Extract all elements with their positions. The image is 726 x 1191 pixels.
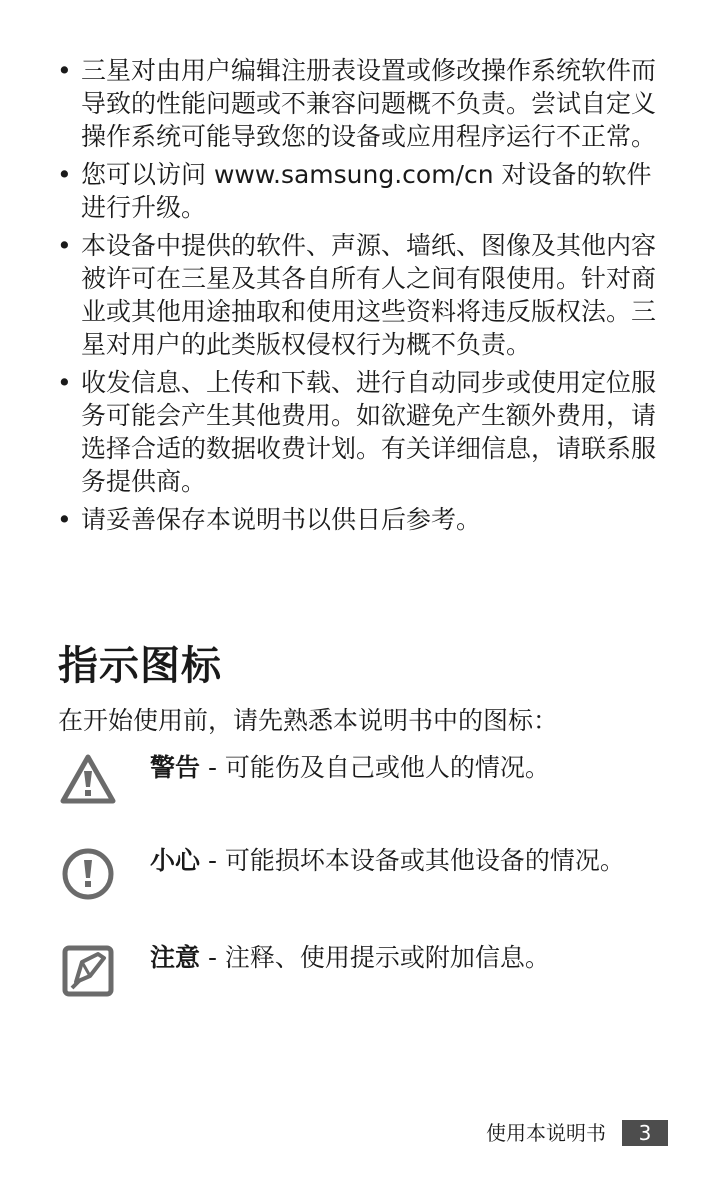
bullet-text: 收发信息、上传和下载、进行自动同步或使用定位服务可能会产生其他费用。如欲避免产生额外费用，请选择合适的数据收费计划。有关详细信息，请联系服务提供商。 [81, 368, 657, 496]
icon-desc: - 可能伤及自己或他人的情况。 [200, 753, 550, 782]
section-intro: 在开始使用前，请先熟悉本说明书中的图标： [58, 706, 559, 735]
icon-description [150, 845, 635, 876]
icon-term: 警告 [150, 753, 201, 782]
section-title: 指示图标 [58, 643, 222, 689]
list-item [55, 503, 675, 536]
bullet-dot: • [57, 505, 72, 534]
bullet-text: 您可以访问 www.samsung.com/cn 对设备的软件进行升级。 [81, 160, 652, 222]
list-item [55, 366, 675, 498]
icon-description [150, 942, 635, 973]
bullet-dot: • [57, 160, 72, 189]
bullet-dot: • [57, 231, 72, 260]
list-item [55, 158, 675, 224]
note-pencil-icon [60, 942, 116, 998]
bullet-text: 请妥善保存本说明书以供日后参考。 [81, 505, 482, 534]
notice-list [55, 54, 675, 541]
bullet-text: 三星对由用户编辑注册表设置或修改操作系统软件而导致的性能问题或不兼容问题概不负责。尝试自定义操作系统可能导致您的设备或应用程序运行不正常。 [81, 56, 657, 151]
bullet-dot: • [57, 56, 72, 85]
list-item [55, 229, 675, 361]
icon-term: 注意 [150, 943, 201, 972]
icon-desc: - 可能损坏本设备或其他设备的情况。 [200, 846, 625, 875]
footer-label: 使用本说明书 [486, 1121, 606, 1145]
page-footer [486, 1118, 668, 1148]
icon-description [150, 752, 635, 783]
caution-circle-icon [60, 845, 116, 901]
bullet-text: 本设备中提供的软件、声源、墙纸、图像及其他内容被许可在三星及其各自所有人之间有限使用。针对商业或其他用途抽取和使用这些资料将违反版权法。三星对用户的此类版权侵权行为概不负责。 [81, 231, 657, 359]
list-item [55, 54, 675, 153]
page-number: 3 [622, 1120, 668, 1146]
warning-triangle-icon [60, 752, 116, 808]
bullet-dot: • [57, 368, 72, 397]
icon-desc: - 注释、使用提示或附加信息。 [200, 943, 550, 972]
icon-term: 小心 [150, 846, 201, 875]
